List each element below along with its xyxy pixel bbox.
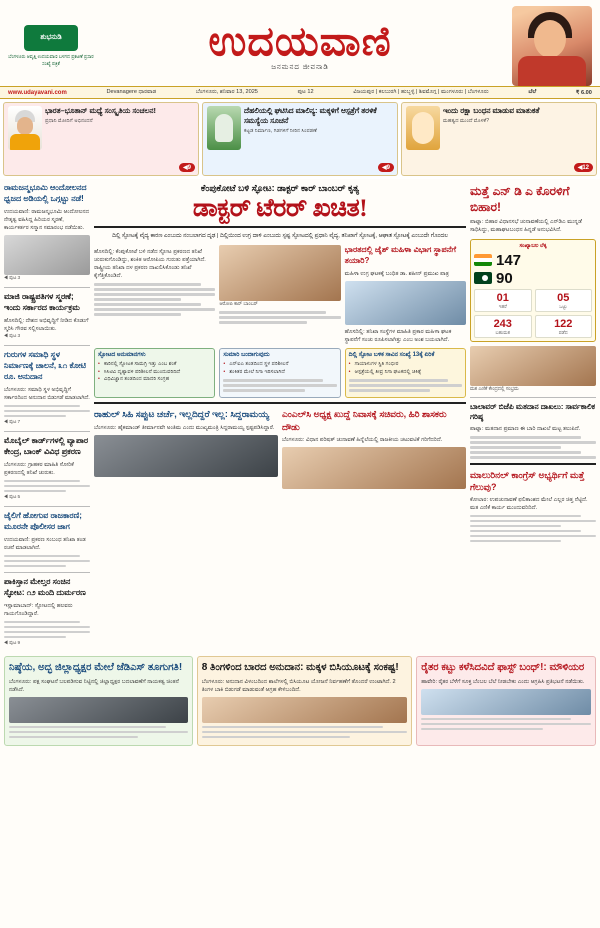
leader-photo [282, 447, 466, 489]
divider [4, 572, 90, 573]
election-tally-panel [470, 239, 596, 342]
siddaramaiah-photo [94, 435, 278, 477]
story-headline: ಮಾಜಿ ರಾಷ್ಟ್ರಪತಿಗಳ ಸ್ಮರಣೆ; ಇಂದು ಸರ್ಕಾರದ ಕಾರ್ಯಕ್ರಮ [4, 292, 80, 312]
tally-title: ಸಂಖ್ಯಾಬಲ ಲೆಕ್ಕ [519, 242, 547, 249]
promo-subtext: ಮಹತ್ವದ ಮುಂದೆ ಮೊಳಕೆ? [443, 117, 489, 124]
lead-body-columns [94, 245, 466, 344]
promo-subtext: ಪ್ರಧಾನಿ ಮೋದಿಗೆ ಅಭಿನಂದನೆ [45, 117, 93, 124]
tally-cell [535, 289, 593, 312]
tally-row-mgb [474, 271, 592, 286]
india-flag-icon [474, 254, 492, 266]
publisher-logo [8, 25, 94, 68]
story-subhead: ಮಹಿಳಾ ಉಗ್ರ ಘಟಕಕ್ಕೆ ಬಂಧಿತ ಡಾ. ಶಹೀನ್ ಪ್ರಮುಖ ಪಾತ್ರ [344, 270, 449, 277]
story-voter-record[interactable] [470, 402, 596, 459]
promo-headline: ಭಾರತ–ಭೂತಾನ್ ಮಧ್ಯೆ ಸಂಸ್ಕೃತಿಯ ಸಂಚಲನ! [45, 106, 156, 115]
body-texture [4, 555, 90, 567]
box-item: • ಗಾಯಾಳುಗಳ ಸ್ಥಿತಿ ಗಂಭೀರ [349, 361, 462, 369]
story-photo [421, 689, 591, 715]
masthead-ad [506, 6, 592, 86]
body-texture [202, 726, 408, 738]
body-texture [94, 283, 215, 315]
body-texture [9, 726, 188, 738]
story-photo [202, 697, 408, 723]
story-body: ಬೆಂಗಳೂರು: ವಿಧಾನ ಪರಿಷತ್ ಚುನಾವಣೆ ಹಿನ್ನೆಲೆಯಲ್ಲಿ ರಾಜಕೀಯ ಚಟುವಟಿಕೆ ಗರಿಗೆದರಿದೆ. [282, 436, 443, 443]
lead-story[interactable] [94, 183, 466, 241]
promo-card-bhutan[interactable] [3, 102, 199, 176]
box-item: • ಆಸ್ಪತ್ರೆಯಲ್ಲಿ ತೀವ್ರ ನಿಗಾ ಘಟಕದಲ್ಲಿ ಚಿಕಿತ್ಸೆ [349, 369, 462, 377]
modi-photo [8, 106, 42, 150]
plant-photo [207, 106, 241, 150]
story-ramjanma[interactable] [4, 183, 90, 282]
promo-subtext: ಕಟ್ಟಡ ನಿರ್ಮಾಣ, ಗಿಡಗಳಿಗೆ ನೀರಿನ ಸಿಂಪಡಣೆ [244, 127, 317, 134]
divider [4, 506, 90, 507]
tally-cell [535, 315, 593, 338]
divider [94, 226, 466, 228]
paper-tagline: ಜನಮನದ ಜೀವನಾಡಿ [271, 63, 329, 71]
lead-subhead: ದಿಲ್ಲಿ ಸ್ಫೋಟಕ್ಕೆ ವೈದ್ಯ ಕಾರಣ ಎಂಬುದು ನಂಬಲಾಗದ ದೃಢ | ದಿಲ್ಲಿಯಿಂದ ಉಗ್ರ ದಾಳಿ ಎಂಬುದು ಸ್ಪಷ್ಟ ಸ್ಫೋಟದಲ್ಲಿ ಪ್ರಧಾನಿ ವೈದ್ಯ, ತನಿಖಾಗೆ ಸ್ಫೋಟಕ್ಕೆ, ಆಘಾತ ಸ್ಫೋಟಕ್ಕೆ ಎಂಬುದೇ ಗೊಂದಲ [112, 233, 448, 240]
story-guruji[interactable] [4, 350, 90, 426]
divider [470, 463, 596, 465]
women-division-col[interactable] [345, 245, 466, 344]
tally-cell [474, 289, 532, 312]
body-texture [470, 436, 596, 458]
story-headline: ಮೊಬೈಲ್ ಕಾರ್ಡ್‌ಗಳಲ್ಲಿ ವ್ಯಾಪಾರ ಕೇಂದ್ರ, ಬಾಂಕ್ ವಿವಿಧ ಪ್ರಕರಣ [4, 436, 89, 456]
lead-headline: ಡಾಕ್ಟರ್ ಟೆರರ್ ಖಚಿತ! [192, 195, 368, 222]
right-column [470, 183, 596, 652]
story-body: ಇಸ್ಲಾಮಾಬಾದ್: ಸ್ಫೋಟದಲ್ಲಿ ಹಲವರು ಗಾಯಗೊಂಡಿದ್ದಾರೆ. [4, 602, 73, 617]
story-headline: ರಾಮಜನ್ಮಭೂಮಿ ಆಂದೋಲನದ ಧ್ವಜದ ಅಡಿಯಲ್ಲಿ ಒಗ್ಗಟ್ಟು ನಡೆ! [4, 183, 87, 203]
box-title: ದಿಲ್ಲಿ ಸ್ಫೋಟ ಬಳಿಕ ಸಾವಿನ ಸಂಖ್ಯೆ 13ಕ್ಕೆ ಏರಿಕೆ [348, 351, 435, 358]
story-headline: ರಾಹುಲ್ ಸಿಹಿ ಸಪ್ಪುಟ ಚರ್ಚೆ, ಇಲ್ಲದಿದ್ದರೆ ಇಲ್ಲ: ಸಿದ್ದರಾಮಯ್ಯ [94, 409, 270, 420]
story-body: ಬೆಂಗಳೂರು: ಗ್ರಾಹಕರ ಮಾಹಿತಿ ಸೋರಿಕೆ ಪ್ರಕರಣದಲ್ಲಿ ತನಿಖೆ ಚುರುಕು. [4, 461, 74, 476]
story-body: ಹಾವೇರಿ: ರೈತರ ಬೆಳೆಗೆ ಸೂಕ್ತ ಬೆಂಬಲ ಬೆಲೆ ನೀಡಬೇಕು ಎಂದು ಆಗ್ರಹಿಸಿ ಪ್ರತಿಭಟನೆ ನಡೆಯಿತು. [421, 678, 585, 685]
story-pakistan[interactable] [4, 577, 90, 647]
issue-number: ಪುಟ 12 [297, 89, 314, 95]
divider [4, 431, 90, 432]
story-headline: ಪಾಕಿಸ್ತಾನ ಮೇಲ್ತರ ಸಂಚಿನ ಸ್ಫೋಟ: ೧೨ ಮಂದಿ ದುರ್ಮರಣ [4, 577, 86, 597]
story-page-ref[interactable]: ◀ ಪುಟ 3 [4, 333, 21, 339]
story-body: ಉದಯವಾಣಿ: ರಾಮಜನ್ಮಭೂಮಿ ಆಂದೋಲನದ ನೇತೃತ್ವ ವಹಿಸಿದ್ದ ಹಿರಿಯರ ಸ್ಮರಣೆ, ಕಾರ್ಯಕರ್ತರ ಸನ್ಮಾನ ಸಮಾರಂಭ ನಡೆಯಿತು. [4, 208, 90, 231]
story-headline: ಭಾರತದಲ್ಲಿ ಜೈಶ್ ಮಹಿಳಾ ವಿಭಾಗ ಸ್ಥಾಪನೆಗೆ ತಯಾರಿ? [344, 244, 457, 265]
tally-cells-2 [474, 315, 592, 338]
publication-date: ಬೆಂಗಳೂರು, ಶನಿವಾರ 13, 2025 [195, 89, 258, 95]
alliance-flag-icon [474, 272, 492, 284]
story-body: ಬೆಂಗಳೂರು: ಪಕ್ಷ ಸಂಘಟನೆ ಬಲಪಡಿಸುವ ನಿಟ್ಟಿನಲ್ಲಿ ಜಿಲ್ಲಾಧ್ಯಕ್ಷರ ಬದಲಾವಣೆಗೆ ನಾಯಕತ್ವ ಚಿಂತನೆ ನಡೆಸಿದೆ. [9, 678, 179, 693]
nameplate [94, 17, 506, 72]
body-texture [4, 405, 90, 417]
bihar-headline: ಮತ್ತೆ ಎನ್ ಡಿ ಎ ಕೊರಳಿಗೆ ಬಿಹಾರ! [470, 184, 570, 215]
body-texture [349, 379, 462, 391]
box-item: • ಎನ್‌ಐಎ ತಂಡದಿಂದ ಸ್ಥಳ ಪರಿಶೀಲನೆ [223, 361, 336, 369]
center-boxes [94, 348, 466, 399]
info-bar [0, 86, 600, 99]
tally-cell [474, 315, 532, 338]
bihar-body: ಪಾಟ್ನಾ: ಬಿಹಾರ ವಿಧಾನಸಭೆ ಚುನಾವಣೆಯಲ್ಲಿ ಎನ್‌ಡಿಎ ಮುನ್ನಡೆ ಸಾಧಿಸಿದ್ದು, ಮಹಾಘಟಬಂಧನ ಹಿನ್ನಡೆ ಅನುಭವಿಸಿದೆ. [470, 219, 582, 234]
divider [4, 287, 90, 288]
website-url[interactable]: www.udayavani.com [8, 89, 67, 96]
story-page-ref[interactable]: ◀ ಪುಟ 3 [4, 275, 21, 281]
story-body: ಬೆಂಗಳೂರು: ಅನುದಾನ ವಿಳಂಬದಿಂದ ಶಾಲೆಗಳಲ್ಲಿ ಬಿಸಿಯೂಟ ಯೋಜನೆ ನಿರ್ವಹಣೆಗೆ ತೊಂದರೆ ಉಂಟಾಗಿದೆ. 2 ತಿಂಗಳ ಬಾಕಿ ಬಿಡುಗಡೆ ಮಾಡುವಂತೆ ಆಗ್ರಹ ಕೇಳಿಬಂದಿದೆ. [201, 678, 396, 693]
story-rahul-sugar[interactable] [94, 408, 278, 488]
cell-label: ಬಹುಮತ [495, 329, 511, 335]
promo-card-rakhi[interactable] [401, 102, 597, 176]
cell-value: 243 [493, 317, 512, 330]
logo-subtext: ಬೆಂಗಳೂರು ಆವೃತ್ತಿ ಉದಯವಾಣಿ ಬಳಗದ ಪ್ರಕಟಣೆ ಪ್ರಸಾರ ಸಂಖ್ಯೆ ಪತ್ರಿಕೆ [8, 53, 94, 66]
lead-photo-col [219, 245, 340, 344]
story-subsidy[interactable] [197, 656, 413, 746]
story-body: ಕೋಲಾರ: ಉಪಚುನಾವಣೆ ಫಲಿತಾಂಶದ ಮೇಲೆ ಎಲ್ಲರ ಚಿತ್ತ ನೆಟ್ಟಿದೆ. ಮತ ಎಣಿಕೆ ಕಾರ್ಯ ಮುಂದುವರಿದಿದೆ. [470, 496, 588, 511]
story-jds[interactable] [4, 656, 193, 746]
celebration-photo [470, 346, 596, 386]
tally-cells [474, 289, 592, 312]
divider [470, 397, 596, 398]
promo-page-badge[interactable]: ◀9 [179, 163, 195, 172]
price-label: ಬೆಲೆ [528, 89, 537, 95]
story-body: ಪಾಟ್ನಾ: ಮತದಾನ ಪ್ರಮಾಣ ಈ ಬಾರಿ ದಾಖಲೆ ಮಟ್ಟ ತಲುಪಿದೆ. [470, 426, 581, 433]
box-title: ಸ್ಫೋಟದ ಅನುಮಾನಗಳು [98, 351, 146, 358]
story-headline: ರೈತರ ಕಟ್ಟು ಕಳೆಸಿದವಿದೆ ಫಾಸ್ಟ್ ಬಂಧ್!: ಮೌಳಿಯರ [421, 662, 585, 674]
photo-caption: ಆರೋಪಿ ಕಾರ್ ಬಾಂಬರ್ [219, 301, 258, 307]
story-photo [4, 235, 90, 275]
price-value: ₹ 6.00 [575, 89, 592, 96]
box-blast-details [94, 348, 215, 399]
body-texture [4, 480, 90, 492]
masthead [0, 0, 600, 86]
left-column [4, 183, 90, 652]
story-headline: ಬಾಲಾವರ್ ಬಿಜೆಪಿ ಮತದಾನ ದಾಖಲು: ಸಾರ್ವಕಾಲಿಕ ಗರಿಷ್ಠ [470, 401, 595, 421]
story-headline: 8 ತಿಂಗಳಿಂದ ಬಾರದ ಅನುದಾನ: ಮಕ್ಕಳ ಬಿಸಿಯೂಟಕ್ಕೆ ಸಂಕಷ್ಟ! [201, 662, 399, 674]
lead-body: ಹೊಸದಿಲ್ಲಿ: ಕೆಂಪುಕೋಟೆ ಬಳಿ ನಡೆದ ಸ್ಫೋಟ ಪ್ರಕರಣದ ತನಿಖೆ ಚುರುಕುಗೊಂಡಿದ್ದು, ಶಂಕಿತ ಆರೋಪಿಯ ಗುರುತು ಪತ್ತೆಯಾಗಿದೆ. ರಾಷ್ಟ್ರೀಯ ತನಿಖಾ ದಳ ಪ್ರಕರಣ ದಾಖಲಿಸಿಕೊಂಡು ತನಿಖೆ ಕೈಗೆತ್ತಿಕೊಂಡಿದೆ. [94, 248, 206, 280]
box-top-alert [345, 348, 466, 399]
body-texture [470, 515, 596, 542]
story-photo [9, 697, 188, 723]
cell-label: ಒಟ್ಟು [559, 303, 568, 309]
cell-label: ಪಡೆದ [558, 329, 568, 335]
cell-value: 05 [557, 291, 570, 304]
body-texture [219, 311, 340, 323]
story-body: ಬೆಂಗಳೂರು: ಹೈಕಮಾಂಡ್ ತೀರ್ಮಾನವೇ ಅಂತಿಮ ಎಂದು ಮುಖ್ಯಮಂತ್ರಿ ಸಿದ್ದರಾಮಯ್ಯ ಸ್ಪಷ್ಟಪಡಿಸಿದ್ದಾರೆ. [94, 424, 275, 431]
box-item: • ಶಂಕಿತರ ಮೇಲೆ ನಿಗಾ ಇರಿಸಲಾಗಿದೆ [223, 369, 336, 377]
lead-kicker: ಕೆಂಪುಕೋಟೆ ಬಳಿ ಸ್ಫೋಟ: ಡಾಕ್ಟರ್ ಕಾರ್ ಬಾಂಬರ್ ಕೃತ್ಯ [200, 183, 360, 193]
body-texture [223, 379, 336, 391]
story-headline: ಜೈಲಿಗೆ ಹೋಗುವ ರಾಜಕಾರಣಿ; ಮೂರನೇ ಪೊಲೀಸರ ಜಾಗ [4, 511, 82, 531]
promo-page-badge[interactable]: ◀12 [574, 163, 593, 172]
story-body: ಹೊಸದಿಲ್ಲಿ: ತನಿಖಾ ಸಂಸ್ಥೆಗಳ ಮಾಹಿತಿ ಪ್ರಕಾರ ಮಹಿಳಾ ಘಟಕ ಸ್ಥಾಪನೆಗೆ ಸಂಚು ರೂಪಿಸಲಾಗಿತ್ತು ಎಂಬ ಅಂಶ ಬಯಲಾಗಿದೆ. [344, 328, 452, 343]
lead-text-col [94, 245, 215, 344]
story-page-ref[interactable]: ◀ ಪುಟ 9 [4, 640, 21, 646]
main-grid [0, 179, 600, 656]
edition-cities: ವಿಜಯಪುರ | ಕಲಬುರಗಿ | ಹುಬ್ಬಳ್ಳಿ | ಶಿವಮೊಗ್ಗ | ಮಂಗಳೂರು | ಬೆಂಗಳೂರು [353, 89, 489, 95]
box-item: • ವಿಧಿವಿಜ್ಞಾನ ತಂಡದಿಂದ ಮಾದರಿ ಸಂಗ್ರಹ [98, 376, 211, 384]
story-body: ಹೊಸದಿಲ್ಲಿ: ದೇಶದ ಅಭಿವೃದ್ಧಿಗೆ ನೀಡಿದ ಕೊಡುಗೆ ಸ್ಮರಿಸಿ ಗೌರವ ಸಲ್ಲಿಸಲಾಯಿತು. [4, 317, 89, 332]
tally-row-nda [474, 253, 592, 268]
ad-portrait-image [512, 6, 592, 86]
story-page-ref[interactable]: ◀ ಪುಟ 5 [4, 494, 21, 500]
paper-title: ಉದಯವಾಣಿ [208, 17, 392, 64]
photo-caption: ಮತ ಎಣಿಕೆ ಕೇಂದ್ರದಲ್ಲಿ ಸಂಭ್ರಮ [470, 386, 519, 392]
promo-strip [0, 99, 600, 179]
bottom-band [0, 656, 600, 752]
promo-page-badge[interactable]: ◀9 [378, 163, 394, 172]
story-headline: ಎಂಎಲ್‌ಸಿ ಅಧ್ಯಕ್ಷ ಖುದ್ದೆ ನಿವಾಸಕ್ಕೆ ಸಚಿವರು, ಹಿರಿ ಶಾಸಕರು ದೌಡು [282, 409, 447, 432]
promo-headline: ಇಂದು ರಕ್ಷಾ ಬಂಧನ ಮಾಡುವ ಮಾತುಕತೆ [443, 106, 540, 115]
promo-headline: ದೆಹಲಿಯಲ್ಲಿ ಘಟಿಸಿದ ಮಾಲಿನ್ಯ: ಮಕ್ಕಳಿಗೆ ಆಸ್ಪತ್ರೆಗೆ ತರಳಿಕೆ ಸಮಸ್ಯೆಯ ಸೂಚನೆ [244, 106, 377, 125]
cell-value: 122 [554, 317, 573, 330]
story-bank[interactable] [4, 436, 90, 501]
story-body: ಬೆಂಗಳೂರು: ಸಮಾಧಿ ಸ್ಥಳ ಅಭಿವೃದ್ಧಿಗೆ ಸರ್ಕಾರದಿಂದ ಅನುದಾನ ಬಿಡುಗಡೆ ಮಾಡಲಾಗಿದೆ. [4, 386, 90, 401]
portrait-body [518, 56, 586, 86]
suspect-photo [219, 245, 340, 301]
box-title: ಸುಮಾರಿ ಬಂದಾಗುವುದು [223, 351, 270, 358]
box-investigation [219, 348, 340, 399]
box-item: • ಕಾರಿನಲ್ಲಿ ಸ್ಫೋಟಕ ಸಾಮಗ್ರಿ ಇತ್ತು ಎಂಬ ಶಂಕೆ [98, 361, 211, 369]
story-headline: ನಿಷ್ಠೆಯ, ಅದ್ಭ ಜಿಲ್ಲಾಧ್ಯಕ್ಷರ ಮೇಲೆ ಜೆಡಿಎಸ್ ತೂಗುಗತಿ! [9, 662, 183, 674]
story-mlc[interactable] [282, 408, 466, 488]
cell-label: ಇತರೆ [498, 303, 507, 309]
divider [4, 345, 90, 346]
promo-card-delhi[interactable] [202, 102, 398, 176]
story-malur[interactable] [470, 469, 596, 543]
story-headline: ಮಾಲುರಿನಲ್ ಕಾಂಗ್ರೆಸ್ ಅಭ್ಯರ್ಥಿಗೆ ಮತ್ತೆ ಗೆಲುವು? [470, 469, 585, 492]
center-column [94, 183, 466, 652]
edition-label: Devanagere ಧಾರವಾಡ [106, 89, 157, 95]
cell-value: 01 [496, 291, 509, 304]
story-jail[interactable] [4, 511, 90, 567]
rakhi-photo [406, 106, 440, 150]
story-headline: ಗುರುಗಳ ಸಮಾಧಿ ಸ್ಥಳ ನಿರ್ಮಾಣಕ್ಕೆ ಚಾಲನೆ, ೩೧ ಕೋಟಿ ರೂ. ಅನುದಾನ [4, 350, 87, 381]
box-item: • ಸಿಸಿಟಿವಿ ದೃಶ್ಯಾವಳಿ ಪರಿಶೀಲನೆ ಮುಂದುವರಿದಿದೆ [98, 369, 211, 377]
story-farmer[interactable] [416, 656, 596, 746]
logo-badge: ಶುಭನುಡಿ [24, 25, 78, 51]
story-body: ಉದಯವಾಣಿ: ಪ್ರಕರಣ ಸಂಬಂಧ ತನಿಖಾ ತಂಡ ರಚನೆ ಮಾಡಲಾಗಿದೆ. [4, 536, 86, 551]
tally-value: 147 [496, 251, 522, 269]
body-texture [421, 718, 591, 730]
story-page-ref[interactable]: ◀ ಪುಟ 7 [4, 419, 21, 425]
center-lower-stories [94, 408, 466, 488]
tally-value: 90 [496, 269, 513, 287]
divider [94, 402, 466, 404]
portrait-face [534, 20, 566, 58]
shaheen-photo [345, 281, 466, 325]
story-manmohan[interactable] [4, 292, 90, 340]
body-texture [4, 621, 90, 638]
